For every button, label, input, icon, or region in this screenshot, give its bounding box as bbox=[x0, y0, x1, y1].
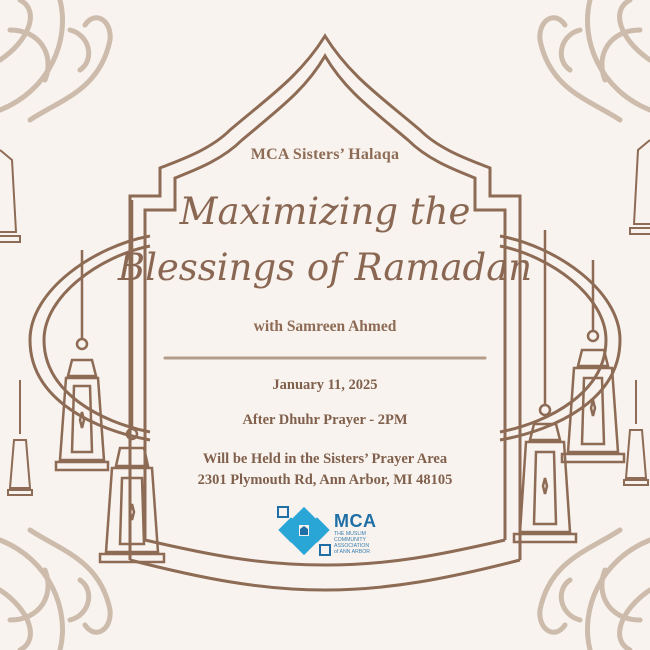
mca-logo bbox=[276, 505, 386, 557]
floral-corner-ornament bbox=[540, 530, 650, 650]
event-address: 2301 Plymouth Rd, Ann Arbor, MI 48105 bbox=[197, 472, 453, 488]
title-line-1: Maximizing the bbox=[179, 190, 471, 233]
speaker-line: with Samreen Ahmed bbox=[253, 318, 397, 335]
title-line-2: Blessings of Ramadan bbox=[117, 246, 533, 289]
logo-subtitle-line: of ANN ARBOR bbox=[334, 549, 371, 555]
floral-corner-ornament bbox=[540, 0, 650, 120]
event-date: January 11, 2025 bbox=[272, 377, 378, 393]
logo-wordmark: MCA bbox=[334, 511, 377, 531]
logo-subtitle-line: COMMUNITY bbox=[334, 537, 366, 543]
event-time: After Dhuhr Prayer - 2PM bbox=[242, 412, 408, 428]
event-venue: Will be Held in the Sisters’ Prayer Area bbox=[202, 451, 448, 467]
logo-subtitle-line: THE MUSLIM bbox=[334, 531, 366, 537]
event-series-label: MCA Sisters’ Halaqa bbox=[250, 146, 400, 163]
floral-corner-ornament bbox=[0, 530, 110, 650]
mca-logo-mark bbox=[276, 505, 332, 557]
floral-corner-ornament bbox=[0, 0, 110, 120]
logo-subtitle-line: ASSOCIATION bbox=[334, 543, 370, 549]
logo-subtitle bbox=[334, 531, 394, 555]
